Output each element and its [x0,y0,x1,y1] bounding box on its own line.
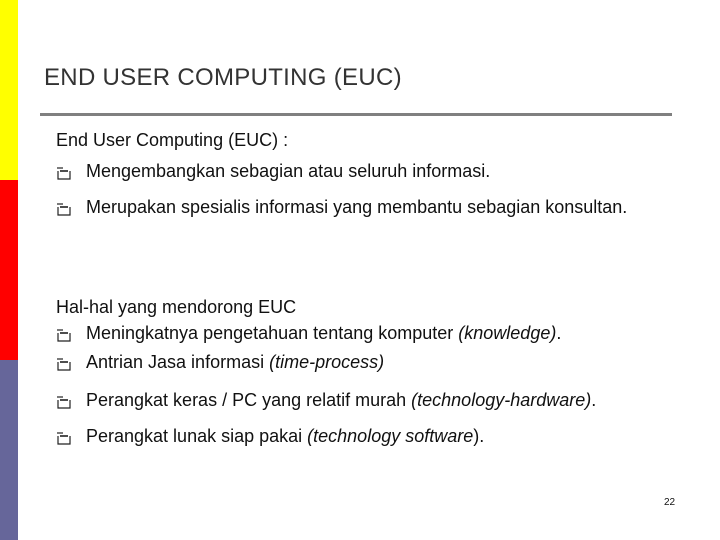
section2-bullet-2-emphasis: (time-process) [269,352,385,372]
page-number: 22 [664,497,676,508]
section2-bullet-2-text [86,352,384,373]
section2-bullet-4-main: Perangkat lunak siap pakai [86,426,308,446]
side-bar-yellow [0,0,18,180]
title-underline [40,113,672,116]
checkbox-dash-icon [56,355,72,371]
section1-bullet-1-text: Mengembangkan sebagian atau seluruh informasi. [86,161,491,181]
checkbox-dash-icon [56,200,72,216]
section1-bullet-2-text: Merupakan spesialis informasi yang membantu sebagian konsultan. [86,197,628,217]
section2-bullet-4-text [86,426,484,447]
section2-bullet-1-tail: . [556,323,562,343]
section2-bullet-3-tail: . [591,390,597,410]
section2-bullet-4-emphasis: (technology software [307,426,474,446]
section2-bullet-3-main: Perangkat keras / PC yang relatif murah [86,390,412,410]
section2-heading: Hal-hal yang mendorong EUC [56,297,297,317]
checkbox-dash-icon [56,393,72,409]
section2-bullet-2-main: Antrian Jasa informasi [86,352,270,372]
section2-bullet-1-text [86,323,561,344]
side-bar-red [0,180,18,360]
checkbox-dash-icon [56,429,72,445]
section1-heading: End User Computing (EUC) : [56,130,289,150]
slide-title: END USER COMPUTING (EUC) [44,64,402,91]
section2-bullet-4-tail: ). [473,426,485,446]
section2-bullet-1-main: Meningkatnya pengetahuan tentang komputer [86,323,459,343]
checkbox-dash-icon [56,164,72,180]
section2-bullet-3-emphasis: (technology-hardware) [411,390,592,410]
section2-bullet-1-emphasis: (knowledge) [458,323,557,343]
side-color-bar [0,0,18,540]
side-bar-purple [0,360,18,540]
checkbox-dash-icon [56,326,72,342]
section2-bullet-3-text [86,390,596,411]
